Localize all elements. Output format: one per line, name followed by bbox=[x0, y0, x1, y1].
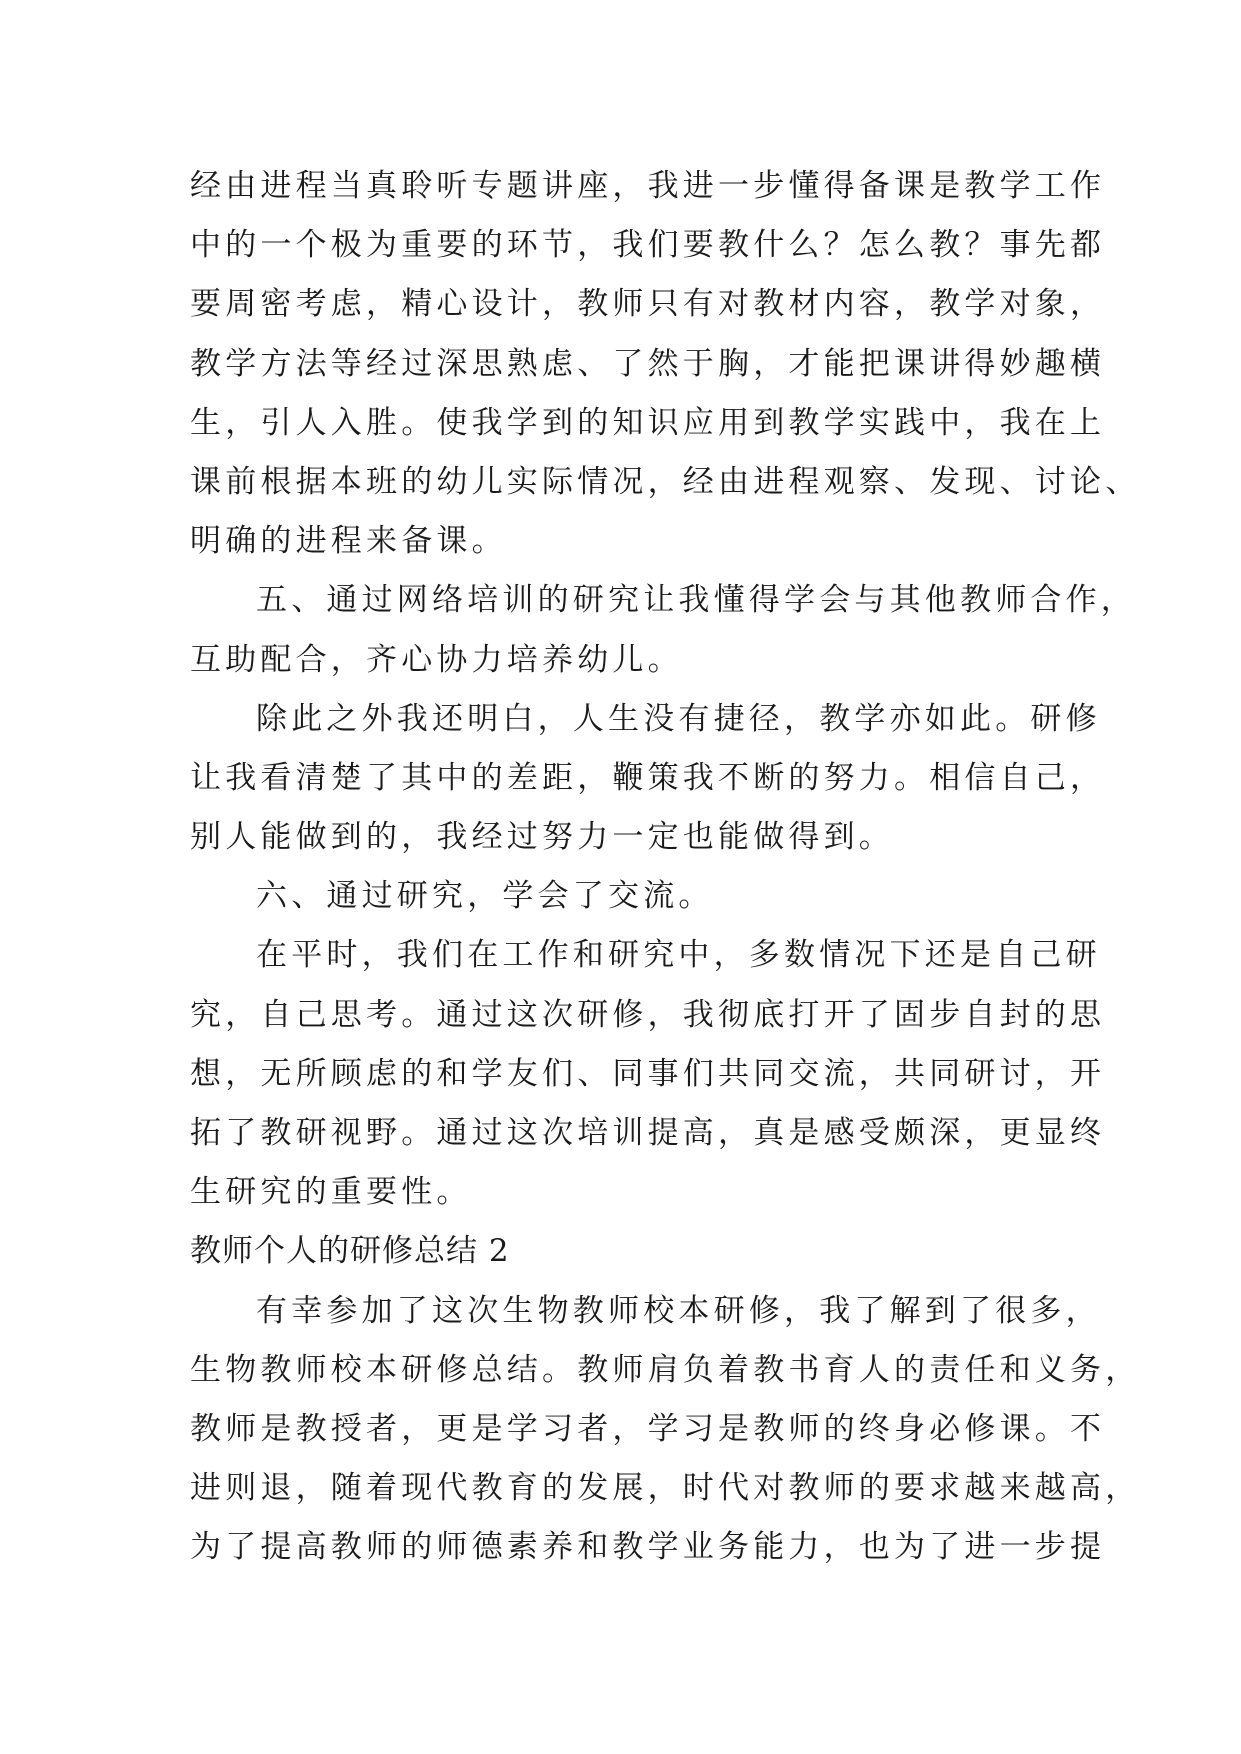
paragraph-line: 六、通过研究，学会了交流。 bbox=[256, 878, 714, 915]
paragraph-line: 有幸参加了这次生物教师校本研修，我了解到了很多， bbox=[256, 1292, 1101, 1329]
paragraph-line: 在平时，我们在工作和研究中，多数情况下还是自己研 bbox=[256, 937, 1101, 974]
paragraph-line: 互助配合，齐心协力培养幼儿。 bbox=[190, 641, 683, 678]
paragraph-line: 课前根据本班的幼儿实际情况，经由进程观察、发现、讨论、 bbox=[190, 463, 1141, 500]
paragraph-line: 究，自己思考。通过这次研修，我彻底打开了固步自封的思 bbox=[190, 996, 1106, 1033]
paragraph-line: 要周密考虑，精心设计，教师只有对教材内容，教学对象， bbox=[190, 286, 1106, 323]
paragraph-line: 中的一个极为重要的环节，我们要教什么？怎么教？事先都 bbox=[190, 227, 1106, 264]
paragraph-line: 生，引人入胜。使我学到的知识应用到教学实践中，我在上 bbox=[190, 404, 1106, 441]
paragraph-line: 五、通过网络培训的研究让我懂得学会与其他教师合作， bbox=[256, 582, 1136, 619]
paragraph-line: 教学方法等经过深思熟虑、了然于胸，才能把课讲得妙趣横 bbox=[190, 345, 1106, 382]
document-body bbox=[190, 157, 1141, 1578]
paragraph-line: 教师是教授者，更是学习者，学习是教师的终身必修课。不 bbox=[190, 1410, 1106, 1447]
section-heading: 教师个人的研修总结 2 bbox=[190, 1233, 510, 1270]
paragraph-line: 生研究的重要性。 bbox=[190, 1174, 472, 1211]
paragraph-line: 拓了教研视野。通过这次培训提高，真是感受颇深，更显终 bbox=[190, 1115, 1106, 1151]
paragraph-line: 想，无所顾虑的和学友们、同事们共同交流，共同研讨，开 bbox=[190, 1055, 1106, 1092]
paragraph-line: 别人能做到的，我经过努力一定也能做得到。 bbox=[190, 819, 894, 856]
paragraph-line: 进则退，随着现代教育的发展，时代对教师的要求越来越高， bbox=[190, 1470, 1141, 1507]
paragraph-line: 生物教师校本研修总结。教师肩负着教书育人的责任和义务， bbox=[190, 1351, 1141, 1388]
paragraph-line: 除此之外我还明白，人生没有捷径，教学亦如此。研修 bbox=[256, 700, 1101, 737]
paragraph-line: 经由进程当真聆听专题讲座，我进一步懂得备课是教学工作 bbox=[190, 168, 1106, 204]
paragraph-line: 为了提高教师的师德素养和教学业务能力，也为了进一步提 bbox=[190, 1529, 1106, 1566]
paragraph-line: 明确的进程来备课。 bbox=[190, 523, 507, 560]
paragraph-line: 让我看清楚了其中的差距，鞭策我不断的努力。相信自己， bbox=[190, 759, 1106, 796]
